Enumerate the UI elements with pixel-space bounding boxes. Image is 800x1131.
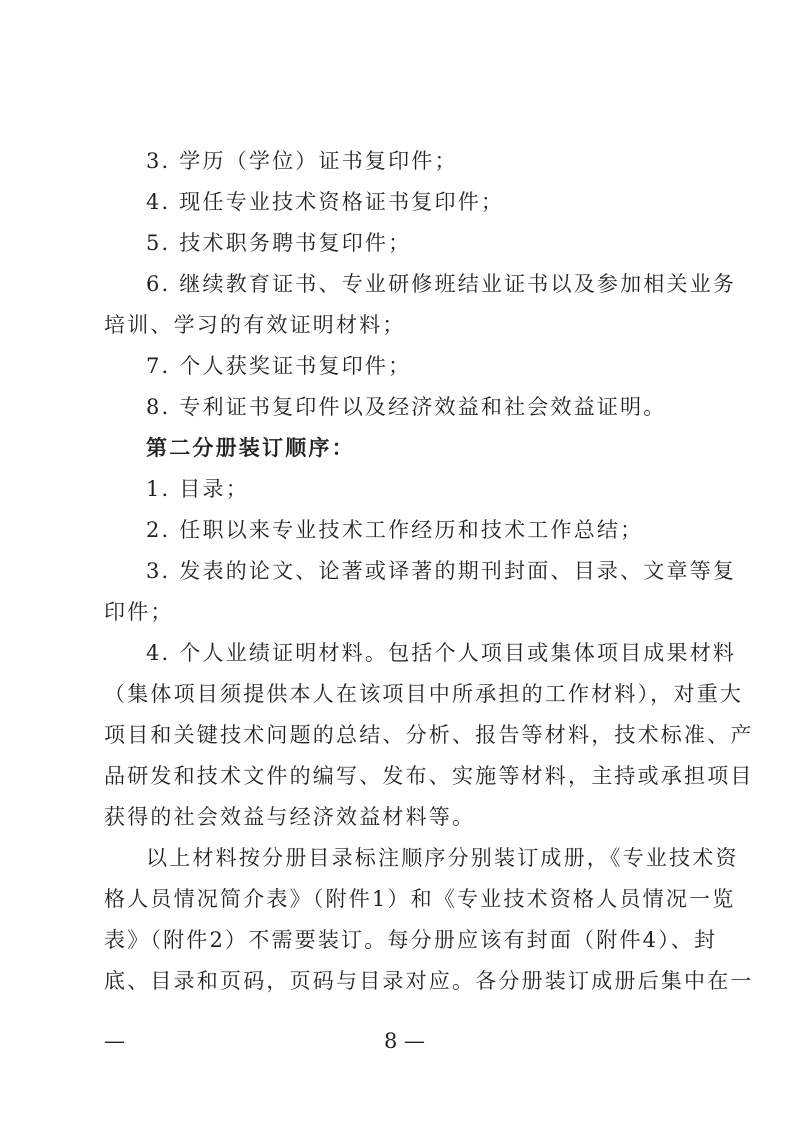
- list-item: 4. 现任专业技术资格证书复印件；: [146, 190, 505, 214]
- paragraph-line: 以上材料按分册目录标注顺序分别装订成册，《专业技术资: [146, 846, 739, 870]
- list-item-continuation: 品研发和技术文件的编写、发布、实施等材料，主持或承担项目: [104, 764, 754, 788]
- list-item: 5. 技术职务聘书复印件；: [146, 231, 412, 255]
- list-item: 4. 个人业绩证明材料。包括个人项目或集体项目成果材料: [146, 641, 737, 665]
- footer-dash: —: [104, 1029, 125, 1053]
- paragraph-line: 格人员情况简介表》（附件1）和《专业技术资格人员情况一览: [104, 887, 736, 911]
- list-item: 7. 个人获奖证书复印件；: [146, 354, 412, 378]
- paragraph-line: 表》（附件2）不需要装订。每分册应该有封面（附件4）、封: [104, 928, 718, 952]
- list-item-continuation: 项目和关键技术问题的总结、分析、报告等材料，技术标准、产: [104, 723, 754, 747]
- list-item-continuation: 获得的社会效益与经济效益材料等。: [104, 805, 476, 829]
- section-heading: 第二分册装订顺序：: [146, 435, 355, 460]
- page-footer: [104, 1026, 704, 1056]
- list-item: 3. 发表的论文、论著或译著的期刊封面、目录、文章等复: [146, 559, 737, 583]
- list-item: 8. 专利证书复印件以及经济效益和社会效益证明。: [146, 395, 667, 419]
- list-item-continuation: （集体项目须提供本人在该项目中所承担的工作材料），对重大: [104, 682, 744, 706]
- list-item: 2. 任职以来专业技术工作经历和技术工作总结；: [146, 518, 644, 542]
- paragraph-line: 底、目录和页码，页码与目录对应。各分册装订成册后集中在一: [104, 969, 754, 993]
- list-item: 6. 继续教育证书、专业研修班结业证书以及参加相关业务: [146, 272, 737, 296]
- list-item: 3. 学历（学位）证书复印件；: [146, 149, 458, 173]
- list-item: 1. 目录；: [146, 477, 249, 501]
- page-number: 8 —: [384, 1029, 426, 1053]
- list-item-continuation: 培训、学习的有效证明材料；: [104, 313, 406, 337]
- list-item-continuation: 印件；: [104, 600, 174, 624]
